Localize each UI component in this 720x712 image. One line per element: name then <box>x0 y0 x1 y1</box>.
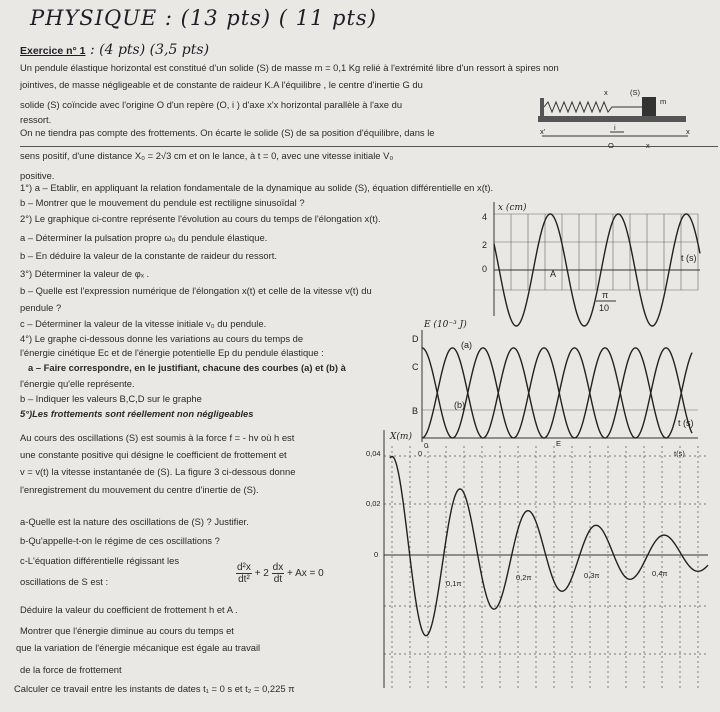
tick-label: 0,02 <box>366 499 381 508</box>
fig-label: x <box>604 88 608 97</box>
question-line: b – En déduire la valeur de la constante de raideur du ressort. <box>20 250 277 261</box>
axis-label: x (cm) <box>498 203 527 213</box>
differential-equation <box>236 562 324 585</box>
question-line: l'énergie cinétique Ec et de l'énergie potentielle Ep du pendule élastique : <box>20 347 324 358</box>
question-line: pendule ? <box>20 302 62 313</box>
tick-label: 2 <box>482 240 488 250</box>
question-line: que la variation de l'énergie mécanique est égale au travail <box>16 642 261 653</box>
question-line-text: a – Faire correspondre, en le justifiant, chacune des courbes (a) et (b) à <box>28 362 346 373</box>
intro-line: sens positif, d'une distance X₀ = 2√3 cm et on le lance, à t = 0, avec une vitesse initiale V₀ <box>20 150 394 161</box>
question-line: b-Qu'appelle-t-on le régime de ces oscillations ? <box>20 535 220 546</box>
wall <box>540 98 544 116</box>
question-line: Montrer que l'énergie diminue au cours du temps et <box>20 625 234 636</box>
level-label: C <box>412 362 419 372</box>
intro-line: solide (S) coïncide avec l'origine O d'un repère (O, i ) d'axe x'x horizontal parallèle à l'axe du <box>20 99 403 110</box>
eq-num2: dx <box>272 562 284 573</box>
question-line: b – Indiquer les valeurs B,C,D sur le graphe <box>20 393 202 404</box>
page-title: PHYSIQUE : (13 pts) ( 11 pts) <box>30 6 377 30</box>
elongation-graph <box>478 198 708 322</box>
question-line: a – Déterminer la pulsation propre ω₀ du pendule élastique. <box>20 232 268 243</box>
graph-grid <box>384 446 708 688</box>
axis-label: E (10⁻³ J) <box>424 320 467 330</box>
origin-label: 0 <box>418 449 423 458</box>
spring <box>544 102 642 112</box>
tick-label: 0,4π <box>652 569 668 578</box>
question-line: Déduire la valeur du coefficient de frottement h et A . <box>20 604 238 615</box>
energy-curve-b <box>422 348 692 438</box>
axis-label: t(s) <box>674 449 685 458</box>
eq-den2: dt <box>273 574 283 585</box>
question-line: 4°) Le graphe ci-dessous donne les variations au cours du temps de <box>20 333 304 344</box>
axis-label: t (s) <box>678 418 694 428</box>
question-line: de la force de frottement <box>20 664 122 675</box>
question-line: v = v(t) la vitesse instantanée de (S). La figure 3 ci-dessous donne <box>20 466 296 477</box>
exercise-number: Exercice n° 1 <box>20 45 86 57</box>
tick-label: 0 <box>482 264 488 274</box>
question-line: l'enregistrement du mouvement du centre d'inertie de (S). <box>20 484 259 495</box>
intro-line: positive. <box>20 170 55 181</box>
fig-label: O <box>608 141 614 150</box>
level-label: D <box>412 334 419 344</box>
intro-line: jointives, de masse négligeable et de constante de raideur K.A l'équilibre , le centre d'inertie G du <box>20 79 423 90</box>
eq-num1: d²x <box>237 562 251 573</box>
question-line: c-L'équation différentielle régissant les <box>20 555 180 566</box>
fig-label: x <box>646 141 650 150</box>
question-line: oscillations de S est : <box>20 576 109 587</box>
question-line: a-Quelle est la nature des oscillations de (S) ? Justifier. <box>20 516 249 527</box>
question-line: 1°) a – Etablir, en appliquant la relation fondamentale de la dynamique au solide (S), équation différentielle en x(t). <box>20 182 494 193</box>
damped-graph <box>362 426 712 696</box>
tick-label: 4 <box>482 212 488 222</box>
curve-label: (b) <box>454 400 465 410</box>
question-line: 3°) Déterminer la valeur de φₓ . <box>20 268 150 279</box>
support-bar <box>538 116 686 122</box>
question-line: Calculer ce travail entre les instants de dates t₁ = 0 s et t₂ = 0,225 π <box>14 683 295 694</box>
question-line: Au cours des oscillations (S) est soumis à la force f = - hv où h est <box>20 432 295 443</box>
question-line <box>20 408 254 420</box>
fig-label: i <box>614 123 616 132</box>
question-line: b – Montrer que le mouvement du pendule est rectiligne sinusoïdal ? <box>20 197 305 208</box>
tick-label: 0,3π <box>584 571 600 580</box>
tick-label: 0,2π <box>516 573 532 582</box>
eq-tail: + Ax = 0 <box>287 568 324 579</box>
level-label: B <box>412 406 419 416</box>
axis-label: t (s) <box>681 253 697 263</box>
tick-label: 0 <box>374 550 379 559</box>
eq-den1: dt² <box>238 574 250 585</box>
eq-plus: + 2 <box>254 568 269 579</box>
question-line: une constante positive qui désigne le coefficient de frottement et <box>20 449 287 460</box>
question-line: b – Quelle est l'expression numérique de l'élongation x(t) et celle de la vitesse v(t) du <box>20 285 372 296</box>
point-label: A <box>550 269 557 279</box>
tick-label: 0,04 <box>366 449 381 458</box>
question-line-text: 5°)Les frottements sont réellement non négligeables <box>20 408 254 419</box>
question-line: c – Déterminer la valeur de la vitesse initiale v₀ du pendule. <box>20 318 267 329</box>
intro-line: Un pendule élastique horizontal est constitué d'un solide (S) de masse m = 0,1 Kg relié à l'extrémité libre d'un ressort à spires non <box>20 62 559 73</box>
solid-s <box>642 97 656 116</box>
energy-curve-a <box>422 348 692 438</box>
fig-label: m <box>660 97 667 106</box>
damped-curve <box>390 456 708 635</box>
origin-label: 0 <box>424 441 429 450</box>
intro-line: ressort. <box>20 114 52 125</box>
fig-label: x <box>686 127 690 136</box>
time-fraction-num: π <box>602 290 609 300</box>
exercise-points: : (4 pts) (3,5 pts) <box>89 42 210 58</box>
spring-figure <box>538 88 698 156</box>
fig-label: x' <box>540 127 546 136</box>
question-line: 2°) Le graphique ci-contre représente l'évolution au cours du temps de l'élongation x(t). <box>20 213 381 224</box>
exercise-heading <box>20 42 209 58</box>
tick-label: 0,1π <box>446 579 462 588</box>
curve-label: (a) <box>461 340 472 350</box>
question-line <box>28 362 346 374</box>
mark-label: E <box>556 439 562 448</box>
intro-line: On ne tiendra pas compte des frottements. On écarte le solide (S) de sa position d'équilibre, dans le <box>20 127 435 138</box>
question-line: l'énergie qu'elle représente. <box>20 378 135 389</box>
fig-label: (S) <box>630 88 640 97</box>
axis-label: X(m) <box>390 432 412 442</box>
time-fraction-den: 10 <box>599 303 610 313</box>
